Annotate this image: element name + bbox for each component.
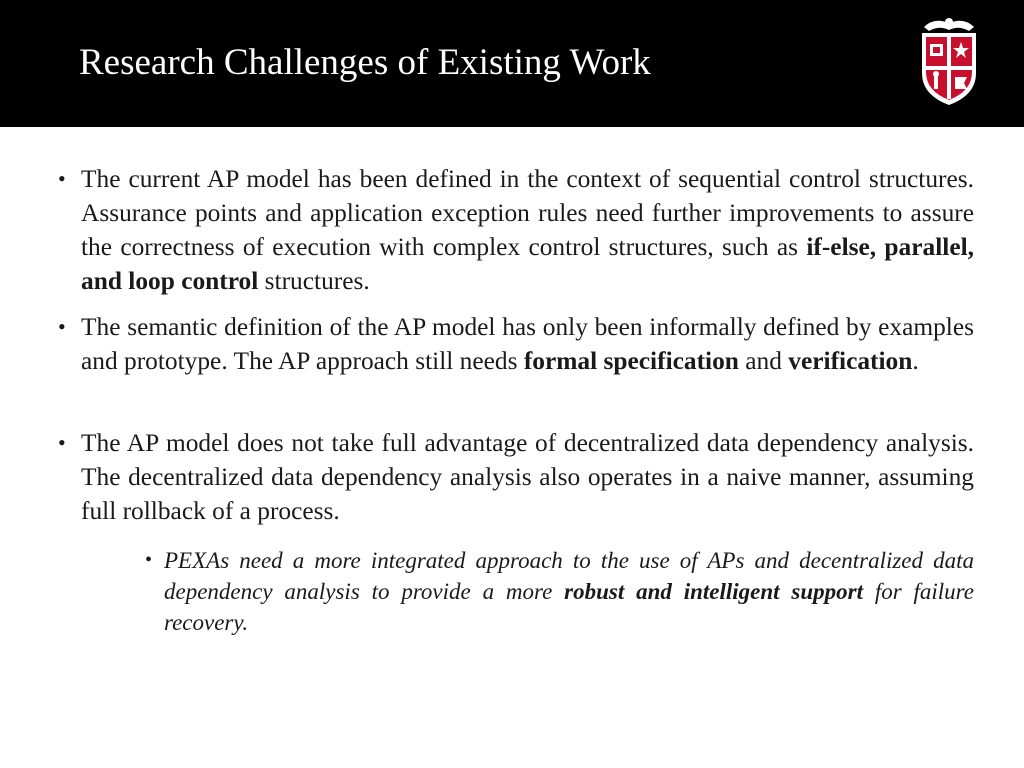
sub-bullet-text: for failure recovery. [164,579,974,635]
bullet-item [58,426,974,528]
bullet-text: structures. [258,267,370,295]
bullet-text: and [738,347,789,375]
bullet-item [58,162,974,298]
bullet-item [58,310,974,378]
bullet-marker: • [58,430,66,455]
bullet-text: The current AP model has been defined in the context of sequential control structures. Assurance points and application exception rules need further improvements to assure the correctness of execution with complex control structures, such as [81,165,974,261]
sub-bullet-text: PEXAs need a more integrated approach to the use of APs and decentralized data dependency analysis to provide a more [164,548,974,604]
bullet-emphasis: if-else, parallel, and loop control [81,233,974,295]
slide-title: Research Challenges of Existing Work [79,42,651,83]
bullet-text: . [912,347,919,375]
bullet-marker: • [58,314,66,339]
bullet-text: The semantic definition of the AP model has only been informally defined by examples and prototype. The AP approach still needs [81,313,974,375]
bullet-text: The AP model does not take full advantage of decentralized data dependency analysis. The decentralized data dependency analysis also operates in a naive manner, assuming full rollback of a process. [81,429,974,525]
sub-bullet-marker: • [145,549,153,571]
bullet-emphasis: formal specification [523,347,739,375]
bullet-emphasis: verification [788,347,913,375]
bullet-marker: • [58,166,66,191]
sub-bullet-emphasis: robust and intelligent support [564,579,863,604]
sub-bullet-item [145,545,974,638]
